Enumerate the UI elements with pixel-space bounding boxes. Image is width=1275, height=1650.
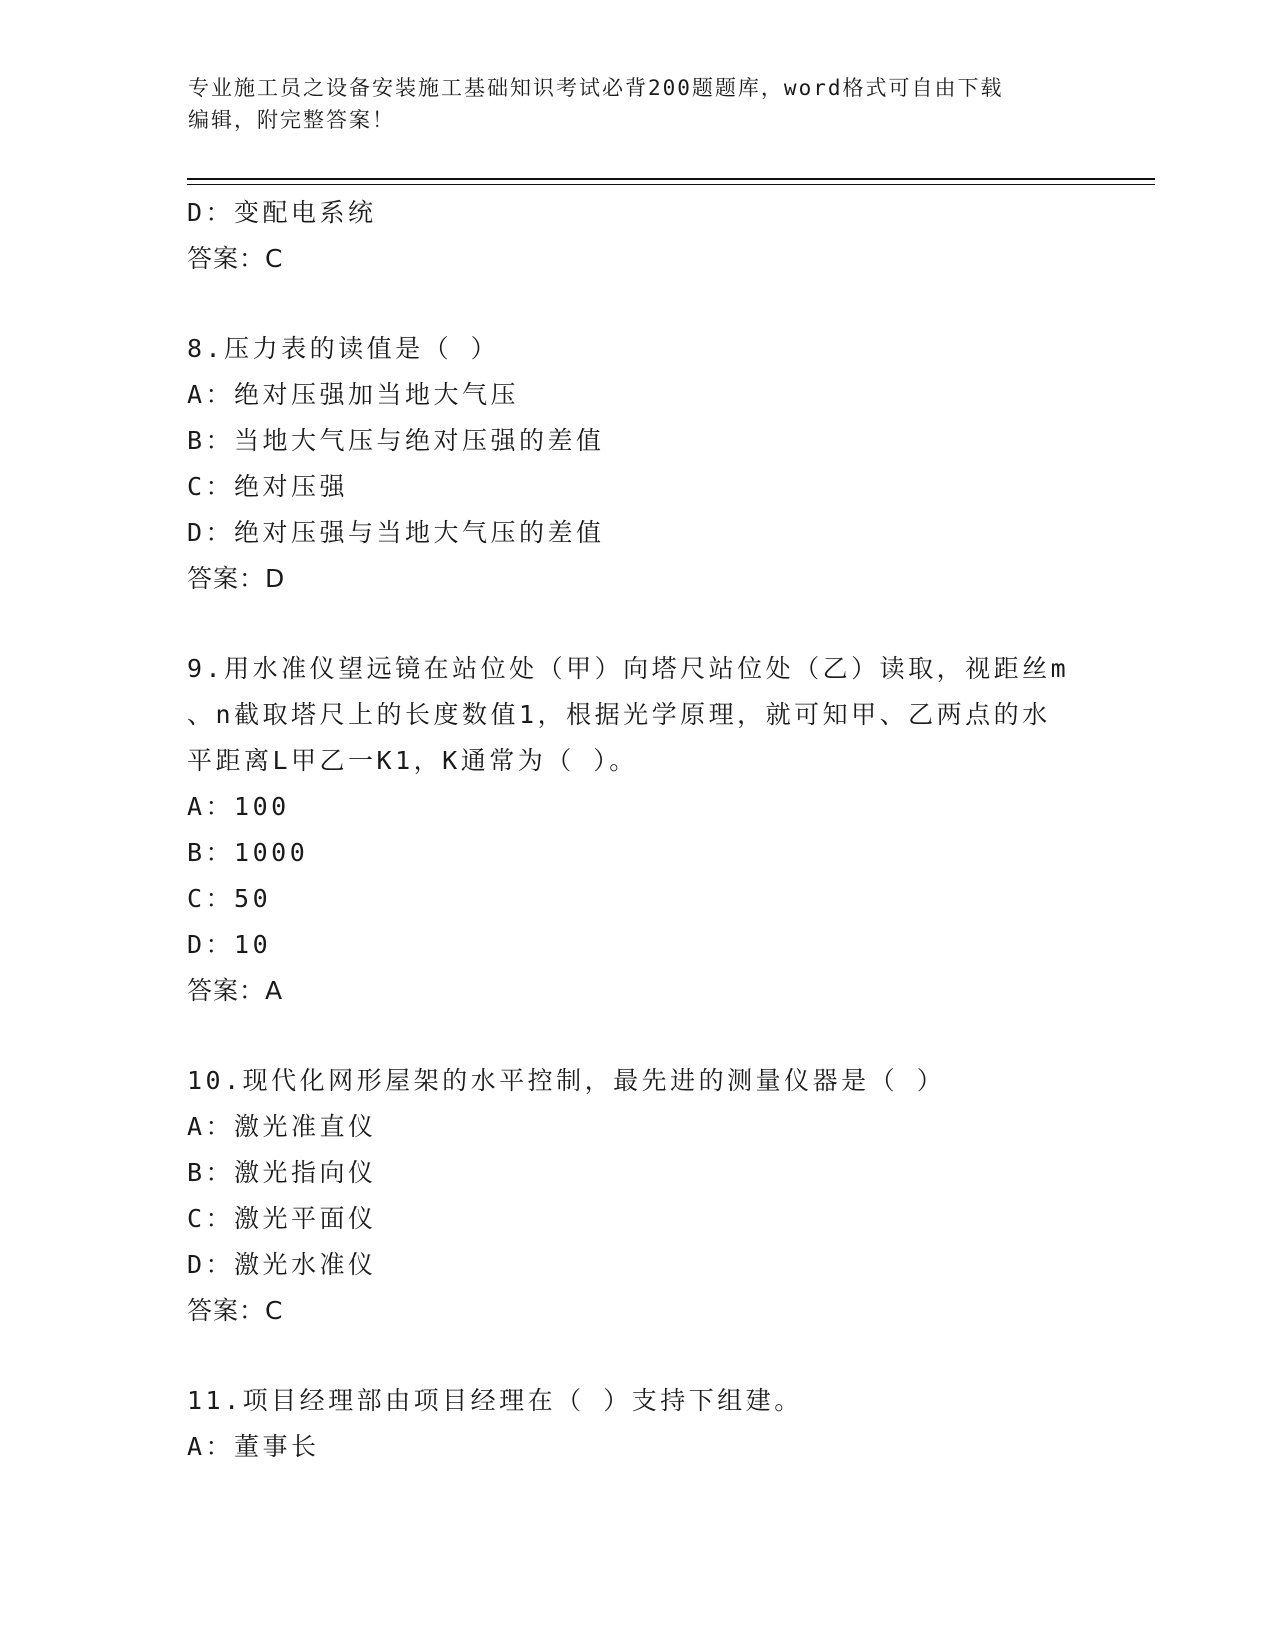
- question-9: [187, 646, 1087, 1014]
- question-text-line2: 、n截取塔尺上的长度数值1，根据光学原理，就可知甲、乙两点的水: [187, 700, 1051, 729]
- question-list: [187, 190, 1087, 1470]
- question-7: [187, 190, 1087, 282]
- option-a: A：绝对压强加当地大气压: [187, 380, 520, 409]
- question-8: [187, 326, 1087, 602]
- option-a: A：激光准直仪: [187, 1112, 377, 1141]
- question-10: [187, 1058, 1087, 1334]
- answer: 答案：C: [187, 244, 284, 273]
- option-c: C：50: [187, 884, 272, 913]
- option-a: A：100: [187, 792, 290, 821]
- question-text: 8.压力表的读值是（ ）: [187, 334, 500, 363]
- answer: 答案：C: [187, 1296, 284, 1325]
- header-divider-thick: [187, 178, 1155, 180]
- header-title-line2: 编辑，附完整答案！: [188, 108, 395, 132]
- question-text: 11.项目经理部由项目经理在（ ）支持下组建。: [187, 1386, 803, 1415]
- answer: 答案：A: [187, 976, 284, 1005]
- option-b: B：当地大气压与绝对压强的差值: [187, 426, 605, 455]
- option-d: D：10: [187, 930, 272, 959]
- header-divider-thin: [187, 184, 1155, 185]
- question-11: [187, 1378, 1087, 1470]
- option-b: B：激光指向仪: [187, 1158, 377, 1187]
- question-text-line1: 9.用水准仪望远镜在站位处（甲）向塔尺站位处（乙）读取，视距丝m: [187, 654, 1070, 683]
- option-a: A：董事长: [187, 1432, 320, 1461]
- question-text: 10.现代化网形屋架的水平控制，最先进的测量仪器是（ ）: [187, 1066, 946, 1095]
- option-c: C：激光平面仪: [187, 1204, 377, 1233]
- question-text-line3: 平距离L甲乙一K1，K通常为（ ）。: [187, 746, 638, 775]
- answer: 答案：D: [187, 564, 286, 593]
- option-b: B：1000: [187, 838, 309, 867]
- option-c: C：绝对压强: [187, 472, 349, 501]
- option-d: D：绝对压强与当地大气压的差值: [187, 518, 605, 547]
- page-header: [188, 72, 1088, 136]
- option-d: D：变配电系统: [187, 198, 377, 227]
- option-d: D：激光水准仪: [187, 1250, 377, 1279]
- header-title-line1: 专业施工员之设备安装施工基础知识考试必背200题题库，word格式可自由下载: [188, 76, 1004, 100]
